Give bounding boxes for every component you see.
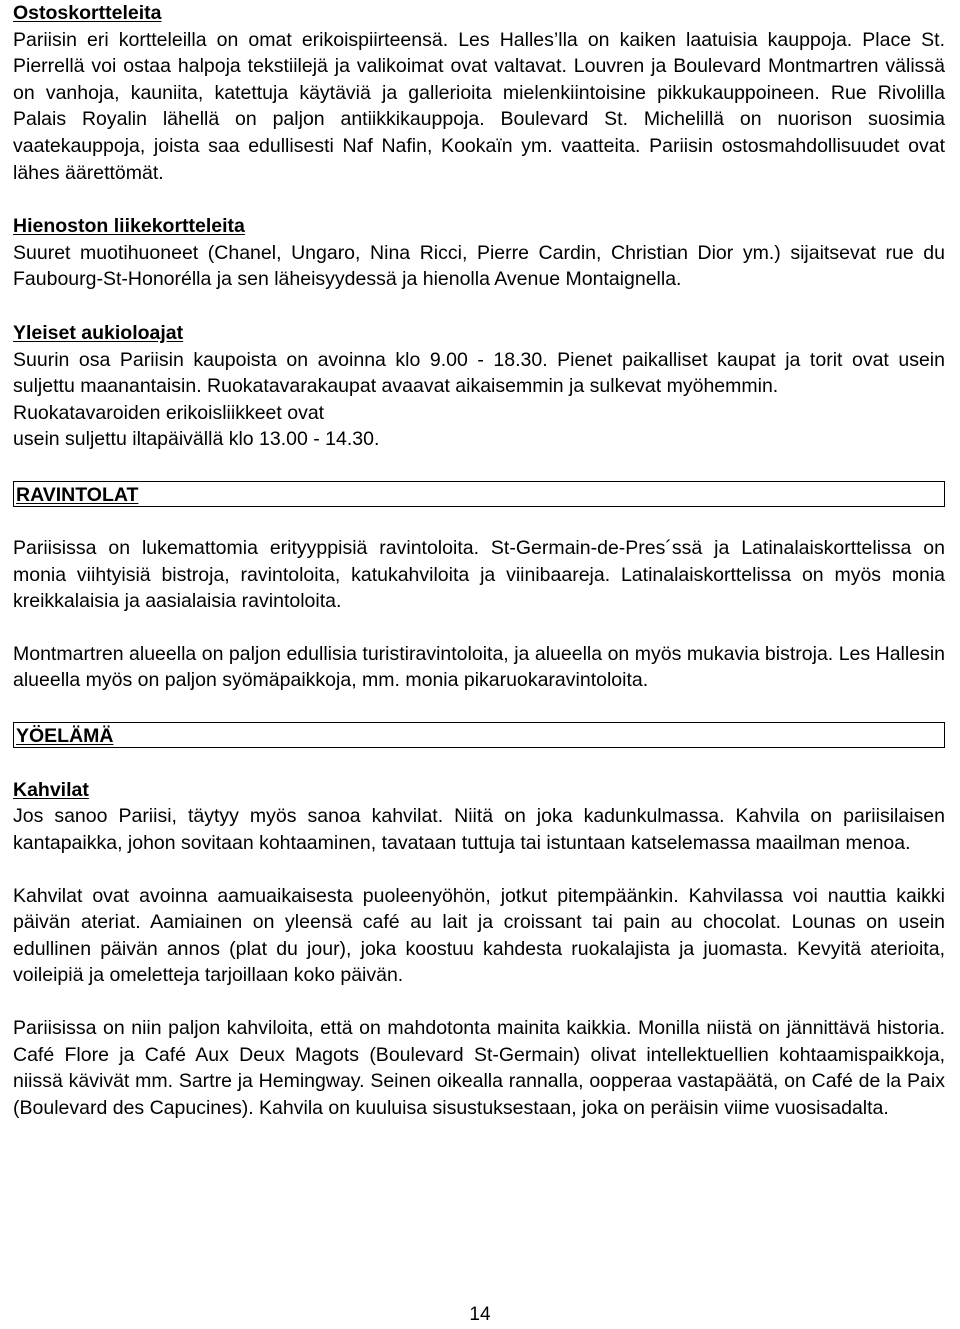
paragraph-cafes-1: Jos sanoo Pariisi, täytyy myös sanoa kahvilat. Niitä on joka kadunkulmassa. Kahvila on pariisilaisen kantapaikka, johon sovitaan kohtaaminen, tavataan tuttuja tai istuntaan katselemassa maailman menoa. [13, 805, 945, 855]
paragraph-opening-hours: Suurin osa Pariisin kaupoista on avoinna klo 9.00 - 18.30. Pienet paikalliset kaupat ja torit ovat usein suljettu maanantaisin. Ruokatavarakaupat avaavat aikaisemmin ja sulkevat myöhemmin. [13, 348, 945, 398]
heading-luxury-shopping: Hienoston liikekortteleita [13, 215, 245, 238]
opening-hours-line-a: Ruokatavaroiden erikoisliikkeet ovat [13, 401, 325, 424]
heading-opening-hours: Yleiset aukioloajat [13, 321, 184, 344]
heading-shopping: Ostoskortteleita [13, 2, 162, 24]
section-heading-nightlife: YÖELÄMÄ [13, 722, 945, 748]
section-restaurants [13, 481, 945, 694]
paragraph-cafes-2: Kahvilat ovat avoinna aamuaikaisesta puoleenyöhön, jotkut pitempäänkin. Kahvilassa voi nauttia kaikki päivän ateriat. Aamiainen on yleensä café au lait ja croissant tai pain au chocolat. Lounas on usein edullinen päivän annos (plat du jour), joka koostuu kahdesta ruokalajista ja juomasta. Kevyitä aterioita, voileipiä ja omeletteja tarjoillaan koko päivän. [13, 884, 945, 987]
heading-cafes: Kahvilat [13, 778, 89, 801]
section-heading-restaurants: RAVINTOLAT [13, 481, 945, 507]
section-shopping [13, 0, 945, 186]
paragraph-luxury-shopping: Suuret muotihuoneet (Chanel, Ungaro, Nina Ricci, Pierre Cardin, Christian Dior ym.) sijaitsevat rue du Faubourg-St-Honorélla ja sen läheisyydessä ja hienolla Avenue Montaignella. [13, 241, 945, 291]
section-luxury-shopping [13, 213, 945, 293]
opening-hours-line-b: usein suljettu iltapäivällä klo 13.00 - 14.30. [13, 428, 380, 451]
section-nightlife [13, 722, 945, 1122]
section-opening-hours [13, 320, 945, 453]
paragraph-shopping: Pariisin eri kortteleilla on omat erikoispiirteensä. Les Halles’lla on kaiken laatuisia kauppoja. Place St. Pierrellä voi ostaa halpoja tekstiilejä ja valikoimat ovat valtavat. Louvren ja Boulevard Montmartren välissä on vanhoja, kauniita, katettuja käytäviä ja gallerioita mielenkiintoisine pikkukauppoineen. Rue Rivolilla Palais Royalin lähellä on paljon antiikkikauppoja. Boulevard St. Michelillä on nuorison suosimia vaatekauppoja, joista saa edullisesti Naf Nafin, Kookaïn ym. vaatteita. Pariisin ostosmahdollisuudet ovat lähes äärettömät. [13, 28, 945, 184]
page-number: 14 [469, 1304, 491, 1325]
paragraph-restaurants-1: Pariisissa on lukemattomia erityyppisiä ravintoloita. St-Germain-de-Pres´ssä ja Latinalaiskorttelissa on monia viihtyisiä bistroja, ravintoloita, katukahviloita ja viinibaareja. Latinalaiskorttelissa on myös monia kreikkalaisia ja aasialaisia ravintoloita. [13, 536, 945, 613]
document-page [13, 0, 945, 1121]
paragraph-restaurants-2: Montmartren alueella on paljon edullisia turistiravintoloita, ja alueella on myös mukavia bistroja. Les Hallesin alueella myös on paljon syömäpaikkoja, mm. monia pikaruokaravintoloita. [13, 642, 945, 692]
paragraph-cafes-3: Pariisissa on niin paljon kahviloita, että on mahdotonta mainita kaikkia. Monilla niistä on jännittävä historia. Café Flore ja Café Aux Deux Magots (Boulevard St-Germain) olivat intellektuellien kohtaamispaikkoja, niissä kävivät mm. Sartre ja Hemingway. Seinen oikealla rannalla, oopperaa vastapäätä, on Café de la Paix (Boulevard des Capucines). Kahvila on kuuluisa sisustuksestaan, joka on peräisin viime vuosisadalta. [13, 1017, 945, 1119]
